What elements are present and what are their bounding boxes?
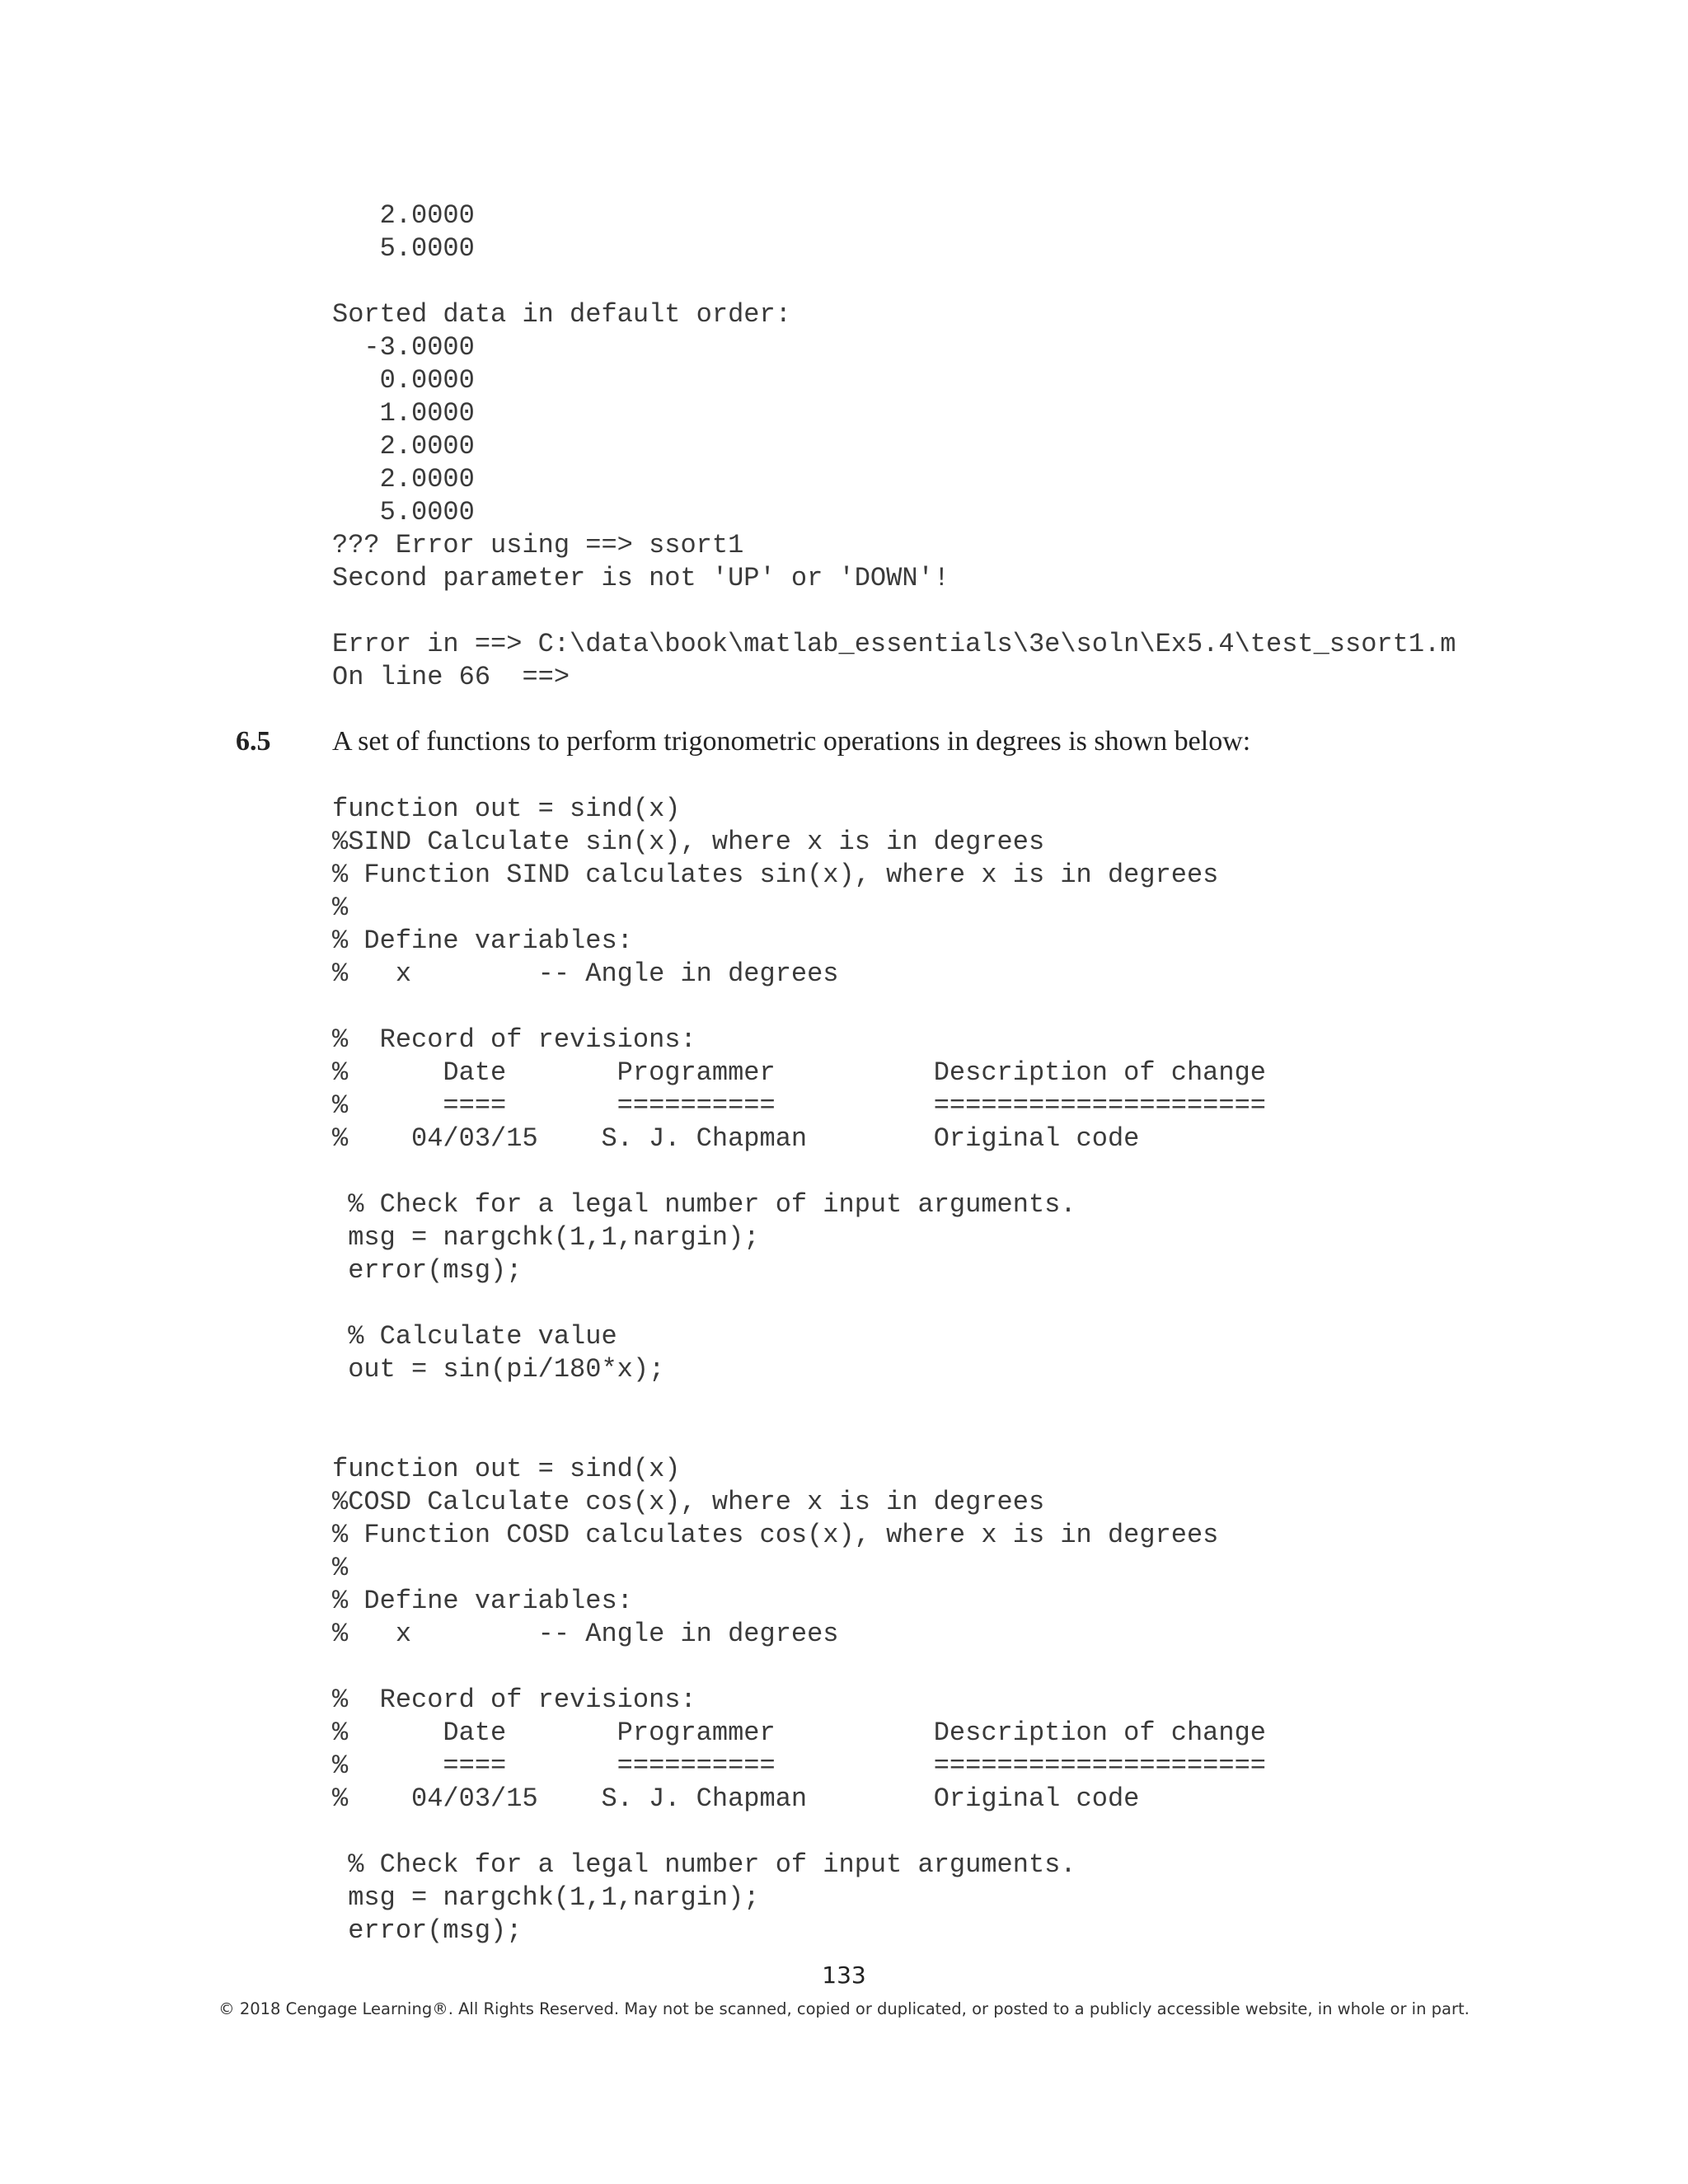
code-line [332,1287,1266,1320]
code-line: % Record of revisions: [332,1024,696,1055]
code-line: % Date Programmer Description of change [332,1718,1266,1748]
code-line: % Calculate value [332,1321,617,1352]
code-line [332,1651,1266,1684]
section-number: 6.5 [236,726,271,757]
code-line: error(msg); [332,1255,523,1286]
sind-function-code [332,793,1266,1386]
code-line: % Record of revisions: [332,1685,696,1715]
page-number: 133 [822,1961,866,1989]
code-line: % Function COSD calculates cos(x), where x is in degrees [332,1520,1219,1550]
code-line: % ==== ========== ===================== [332,1750,1266,1781]
cosd-function-code [332,1453,1266,1947]
code-line: %COSD Calculate cos(x), where x is in degrees [332,1487,1045,1517]
code-line: 2.0000 [332,431,475,462]
code-line: % Date Programmer Description of change [332,1057,1266,1088]
code-line: % [332,1553,349,1583]
section-text: A set of functions to perform trigonometric operations in degrees is shown below: [332,726,1251,757]
code-line [332,991,1266,1024]
code-line: % [332,893,349,923]
code-line: 2.0000 [332,464,475,494]
code-line: 5.0000 [332,233,475,264]
console-output-block [332,199,1456,694]
code-line: %SIND Calculate sin(x), where x is in degrees [332,827,1045,857]
code-line: msg = nargchk(1,1,nargin); [332,1882,760,1913]
code-line: 2.0000 [332,200,475,231]
code-line: 1.0000 [332,398,475,429]
code-line: out = sin(pi/180*x); [332,1354,665,1385]
code-line [332,1816,1266,1849]
code-line [332,595,1456,628]
code-line [332,265,1456,298]
code-line: % 04/03/15 S. J. Chapman Original code [332,1123,1140,1154]
code-line: error(msg); [332,1915,523,1946]
copyright-notice: © 2018 Cengage Learning®. All Rights Reserved. May not be scanned, copied or duplicated, or posted to a publicly accessible website, in whole or in part. [218,1999,1470,2018]
code-line: % Function SIND calculates sin(x), where x is in degrees [332,860,1219,890]
code-line: Second parameter is not 'UP' or 'DOWN'! [332,563,950,593]
code-line: % ==== ========== ===================== [332,1090,1266,1121]
code-line: % x -- Angle in degrees [332,958,839,989]
code-line: % Check for a legal number of input arguments. [332,1849,1076,1880]
code-line: msg = nargchk(1,1,nargin); [332,1222,760,1253]
code-line: Error in ==> C:\data\book\matlab_essentials\3e\soln\Ex5.4\test_ssort1.m [332,629,1456,659]
code-line: ??? Error using ==> ssort1 [332,530,744,560]
code-line: 5.0000 [332,497,475,527]
code-line: On line 66 ==> [332,662,570,692]
code-line: % Define variables: [332,926,633,956]
code-line: % Check for a legal number of input arguments. [332,1189,1076,1220]
code-line: Sorted data in default order: [332,299,791,330]
code-line: 0.0000 [332,365,475,396]
code-line: function out = sind(x) [332,794,681,824]
code-line: -3.0000 [332,332,475,363]
code-line: % x -- Angle in degrees [332,1619,839,1649]
code-line [332,1155,1266,1188]
code-line: % Define variables: [332,1586,633,1616]
code-line: % 04/03/15 S. J. Chapman Original code [332,1783,1140,1814]
code-line: function out = sind(x) [332,1454,681,1484]
